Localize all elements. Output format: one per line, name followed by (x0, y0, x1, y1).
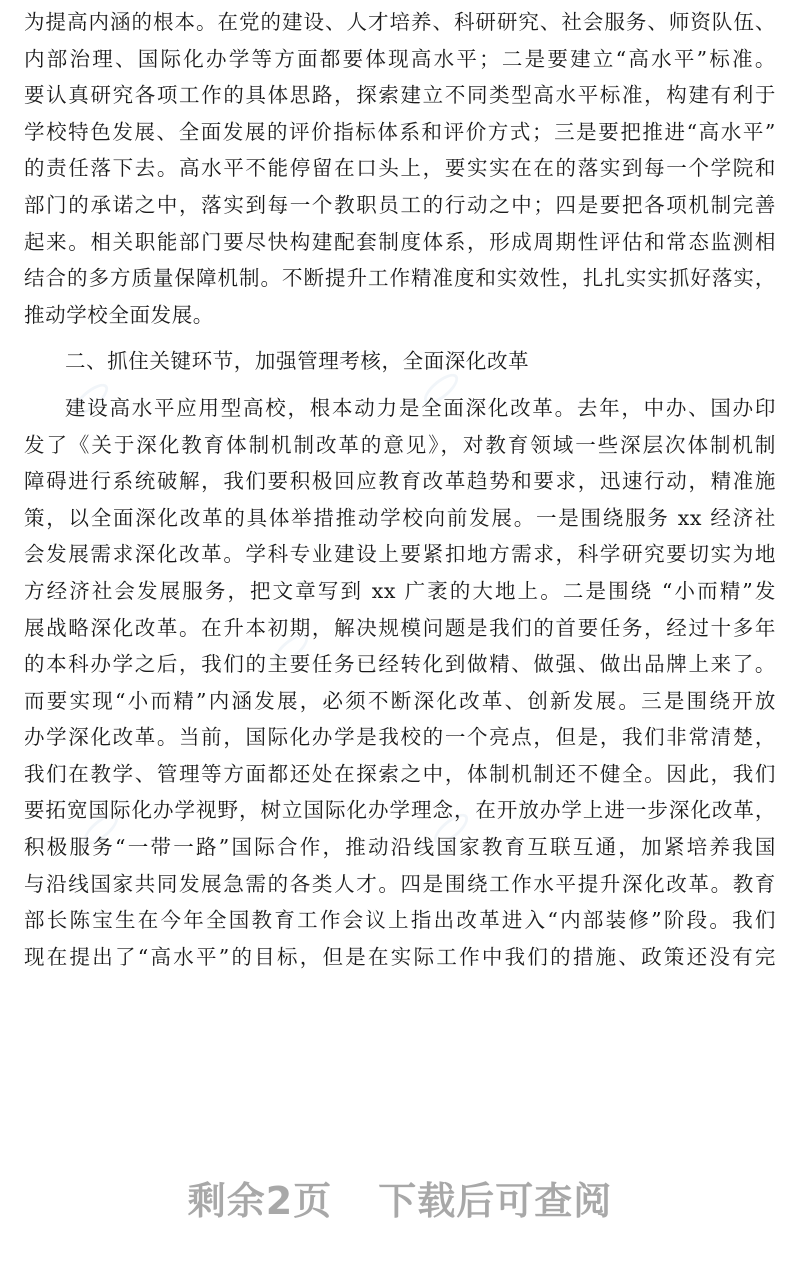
text-line: 会发展需求深化改革。学科专业建设上要紧扣地方需求，科学研究要切实为地 (24, 542, 776, 567)
paragraph-1 (24, 4, 776, 333)
paragraph-2 (24, 390, 776, 976)
remaining-pages-text: 剩余2页 (187, 1179, 333, 1223)
text-line: 内部治理、国际化办学等方面都要体现高水平；二是要建立“高水平”标准。 (24, 46, 776, 71)
text-line: 学校特色发展、全面发展的评价指标体系和评价方式；三是要把推进“高水平” (24, 119, 776, 144)
text-line: 展战略深化改革。在升本初期，解决规模问题是我们的首要任务，经过十多年 (24, 615, 776, 640)
text-line: 建设高水平应用型高校，根本动力是全面深化改革。去年，中办、国办印 (65, 395, 776, 420)
text-line: 部长陈宝生在今年全国教育工作会议上指出改革进入“内部装修”阶段。我们 (24, 908, 776, 933)
text-line: 推动学校全面发展。 (24, 302, 214, 327)
section-heading: 二、抓住关键环节，加强管理考核，全面深化改革 (65, 349, 530, 374)
download-prompt[interactable] (0, 1170, 800, 1225)
text-line: 策，以全面深化改革的具体举措推动学校向前发展。一是围绕服务 xx 经济社 (24, 505, 776, 530)
document-body (24, 4, 776, 975)
text-line: 为提高内涵的根本。在党的建设、人才培养、科研研究、社会服务、师资队伍、 (24, 10, 776, 34)
download-hint-text: 下载后可查阅 (378, 1179, 613, 1223)
text-line: 与沿线国家共同发展急需的各类人才。四是围绕工作水平提升深化改革。教育 (24, 871, 776, 896)
text-line: 的本科办学之后，我们的主要任务已经转化到做精、做强、做出品牌上来了。 (24, 652, 776, 677)
text-line: 而要实现“小而精”内涵发展，必须不断深化改革、创新发展。三是围绕开放 (24, 688, 776, 713)
text-line: 现在提出了“高水平”的目标，但是在实际工作中我们的措施、政策还没有完 (24, 944, 776, 969)
text-line: 方经济社会发展服务，把文章写到 xx 广袤的大地上。二是围绕 “小而精”发 (24, 578, 776, 603)
text-line: 的责任落下去。高水平不能停留在口头上，要实实在在的落实到每一个学院和 (24, 156, 776, 181)
text-line: 部门的承诺之中，落实到每一个教职员工的行动之中；四是要把各项机制完善 (24, 192, 776, 217)
text-line: 发了《关于深化教育体制机制改革的意见》，对教育领域一些深层次体制机制 (24, 432, 776, 457)
text-line: 障碍进行系统破解，我们要积极回应教育改革趋势和要求，迅速行动，精准施 (24, 469, 776, 494)
text-line: 要拓宽国际化办学视野，树立国际化办学理念，在开放办学上进一步深化改革， (24, 798, 776, 823)
text-line: 要认真研究各项工作的具体思路，探索建立不同类型高水平标准，构建有利于 (24, 83, 776, 108)
text-line: 我们在教学、管理等方面都还处在探索之中，体制机制还不健全。因此，我们 (24, 761, 776, 786)
text-line: 结合的多方质量保障机制。不断提升工作精准度和实效性，扎扎实实抓好落实， (24, 266, 776, 291)
text-line: 起来。相关职能部门要尽快构建配套制度体系，形成周期性评估和常态监测相 (24, 229, 776, 254)
text-line: 办学深化改革。当前，国际化办学是我校的一个亮点，但是，我们非常清楚， (24, 725, 776, 750)
text-line: 积极服务“一带一路”国际合作，推动沿线国家教育互联互通，加紧培养我国 (24, 835, 776, 860)
